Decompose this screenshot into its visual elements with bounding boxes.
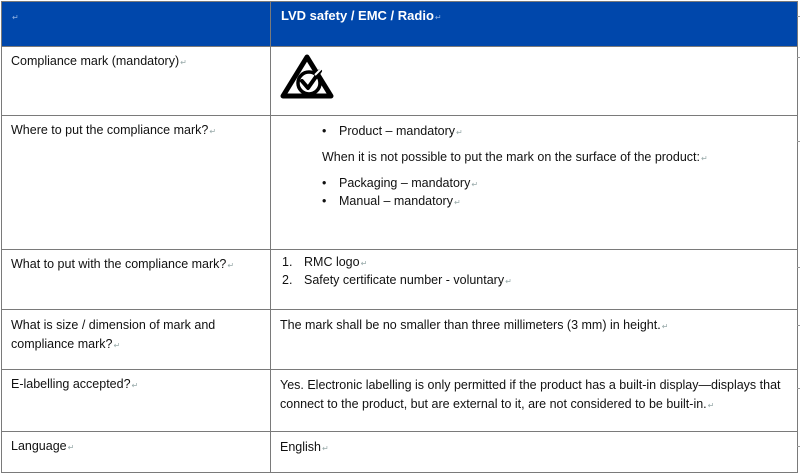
- row-label-cell: [2, 432, 271, 473]
- row-label: What is size / dimension of mark and compliance mark?: [11, 318, 216, 351]
- paragraph-mark: ↵: [180, 58, 187, 67]
- table-row: [2, 310, 798, 370]
- row-content-cell: English↵: [271, 432, 798, 473]
- list-item: • Manual – mandatory↵: [271, 193, 797, 211]
- paragraph-mark: ↵: [434, 13, 442, 22]
- paragraph-mark: ↵: [227, 261, 235, 270]
- table-row: [2, 432, 798, 473]
- row-label-cell: [2, 370, 271, 432]
- table-row: [2, 116, 798, 250]
- row-label-cell: [2, 310, 271, 370]
- list-item: 2. Safety certificate number - voluntary↵: [282, 273, 512, 287]
- row-content: Yes. Electronic labelling is only permitted if the product has a built-in display—displays that connect to the product, but are external to it, are not considered to be built-in.: [280, 378, 781, 411]
- list-item: • Packaging – mandatory↵: [271, 175, 797, 193]
- table-row: [2, 47, 798, 116]
- row-content-cell: [271, 250, 798, 310]
- list-item: 1. RMC logo↵: [282, 255, 368, 269]
- row-label: Where to put the compliance mark?: [11, 123, 209, 137]
- row-label: E-labelling accepted?: [11, 377, 131, 391]
- list-item: • Product – mandatory↵: [271, 123, 797, 141]
- row-label: Language: [11, 439, 67, 453]
- row-label: What to put with the compliance mark?: [11, 257, 227, 271]
- table-header-row: [2, 2, 798, 47]
- paragraph-mark: ↵: [209, 127, 217, 136]
- header-title: LVD safety / EMC / Radio: [281, 8, 434, 23]
- table-row: [2, 370, 798, 432]
- rcm-compliance-mark-icon: [279, 53, 797, 104]
- row-content-cell: Yes. Electronic labelling is only permitted if the product has a built-in display—displays that connect to the product, but are external to it, are not considered to be built-in.↵: [271, 370, 798, 432]
- paragraph-mark: ↵: [12, 13, 19, 22]
- compliance-table: [1, 1, 798, 473]
- paragraph-mark: ↵: [131, 381, 139, 390]
- paragraph-mark: ↵: [113, 341, 121, 350]
- header-cell-category: [271, 2, 798, 47]
- row-content-cell: [271, 116, 798, 250]
- row-content-cell: The mark shall be no smaller than three millimeters (3 mm) in height.↵: [271, 310, 798, 370]
- row-label-cell: [2, 116, 271, 250]
- table-row: [2, 250, 798, 310]
- row-label: Compliance mark (mandatory): [11, 54, 180, 68]
- row-label-cell: [2, 250, 271, 310]
- paragraph-mark: ↵: [67, 443, 75, 452]
- row-label-cell: [2, 47, 271, 116]
- header-cell-empty: [2, 2, 271, 47]
- row-content-cell: [271, 47, 798, 116]
- placement-note: When it is not possible to put the mark on the surface of the product:↵: [322, 150, 708, 164]
- row-content: The mark shall be no smaller than three millimeters (3 mm) in height.: [280, 318, 661, 332]
- row-content: English: [280, 440, 321, 454]
